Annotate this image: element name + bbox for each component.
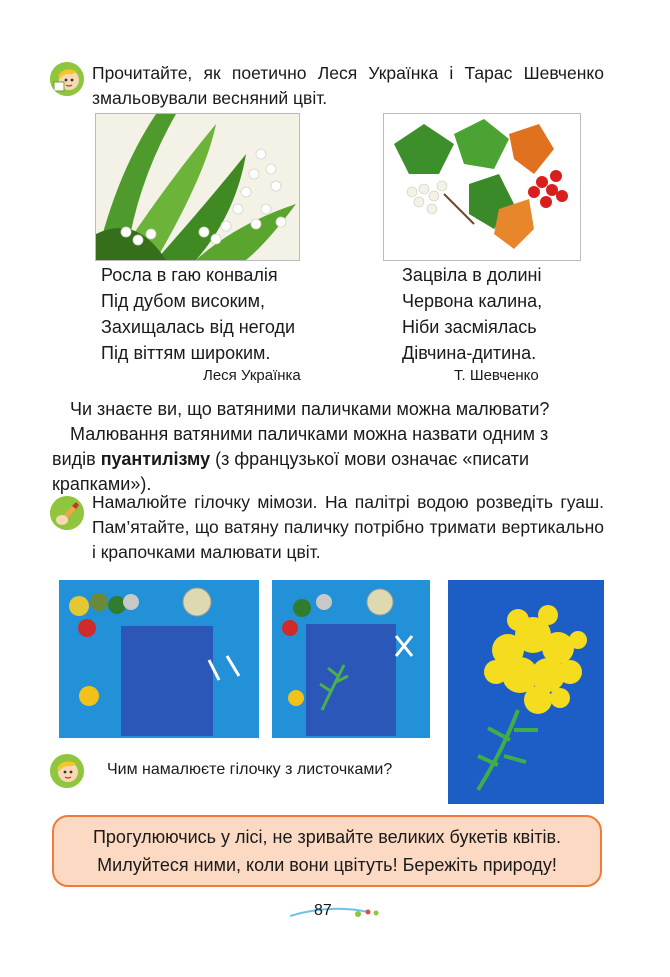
paragraph-text: видів [52, 449, 101, 469]
paragraph-text: (з французької мови означає «писати [210, 449, 530, 469]
warning-line: Милуйтеся ними, коли вони цвітуть! Бережіть природу! [97, 855, 557, 875]
paragraph-line: Чи знаєте ви, що ватяними паличками можна малювати? [70, 399, 550, 419]
page-number: 87 [314, 902, 332, 919]
poem-line: Червона калина, [402, 291, 543, 311]
poem-line: Під дубом високим, [101, 291, 265, 311]
poem-line: Під віттям широким. [101, 343, 271, 363]
poem-line: Дівчина-дитина. [402, 343, 537, 363]
lily-of-the-valley-image [95, 113, 300, 261]
warning-line: Прогулюючись у лісі, не зривайте великих букетів квітів. [92, 827, 562, 847]
poem-line: Зацвіла в долині [402, 265, 542, 285]
task-text: Намалюйте гілочку мімози. На палітрі водою розведіть гуаш. Пам’ятайте, що ватяну паличку потрібно тримати вертикально і крапочками малювати цвіт. [92, 492, 604, 562]
poem-line: Захищалась від негоди [101, 317, 296, 337]
poem-right-author: Т. Шевченко [454, 367, 539, 384]
poem-line: Ніби засміялась [402, 317, 537, 337]
step1-image [59, 580, 259, 738]
paragraph-line [52, 447, 604, 472]
paragraph-line: Малювання ватяними паличками можна назвати одним з [70, 424, 549, 444]
pointillism-paragraph [52, 397, 604, 497]
page-number-decoration [290, 900, 380, 926]
poem-left [101, 262, 295, 366]
mimosa-painting-image [448, 580, 604, 804]
nature-warning-box [52, 815, 602, 887]
step2-image [272, 580, 430, 738]
painting-hand-icon [50, 496, 84, 530]
pointillism-term: пуантилізму [100, 449, 211, 469]
poem-left-author: Леся Українка [203, 367, 301, 384]
reading-child-icon [50, 62, 84, 96]
poem-line: Росла в гаю конвалія [101, 265, 278, 285]
question-text: Чим намалюєте гілочку з листочками? [107, 761, 393, 778]
intro-text: Прочитайте, як поетично Леся Українка і Тарас Шевченко змальовували весняний цвіт. [92, 63, 604, 108]
thinking-child-icon [50, 754, 84, 788]
poem-right [402, 262, 542, 366]
paragraph-line: крапками»). [52, 474, 152, 494]
viburnum-image [383, 113, 581, 261]
